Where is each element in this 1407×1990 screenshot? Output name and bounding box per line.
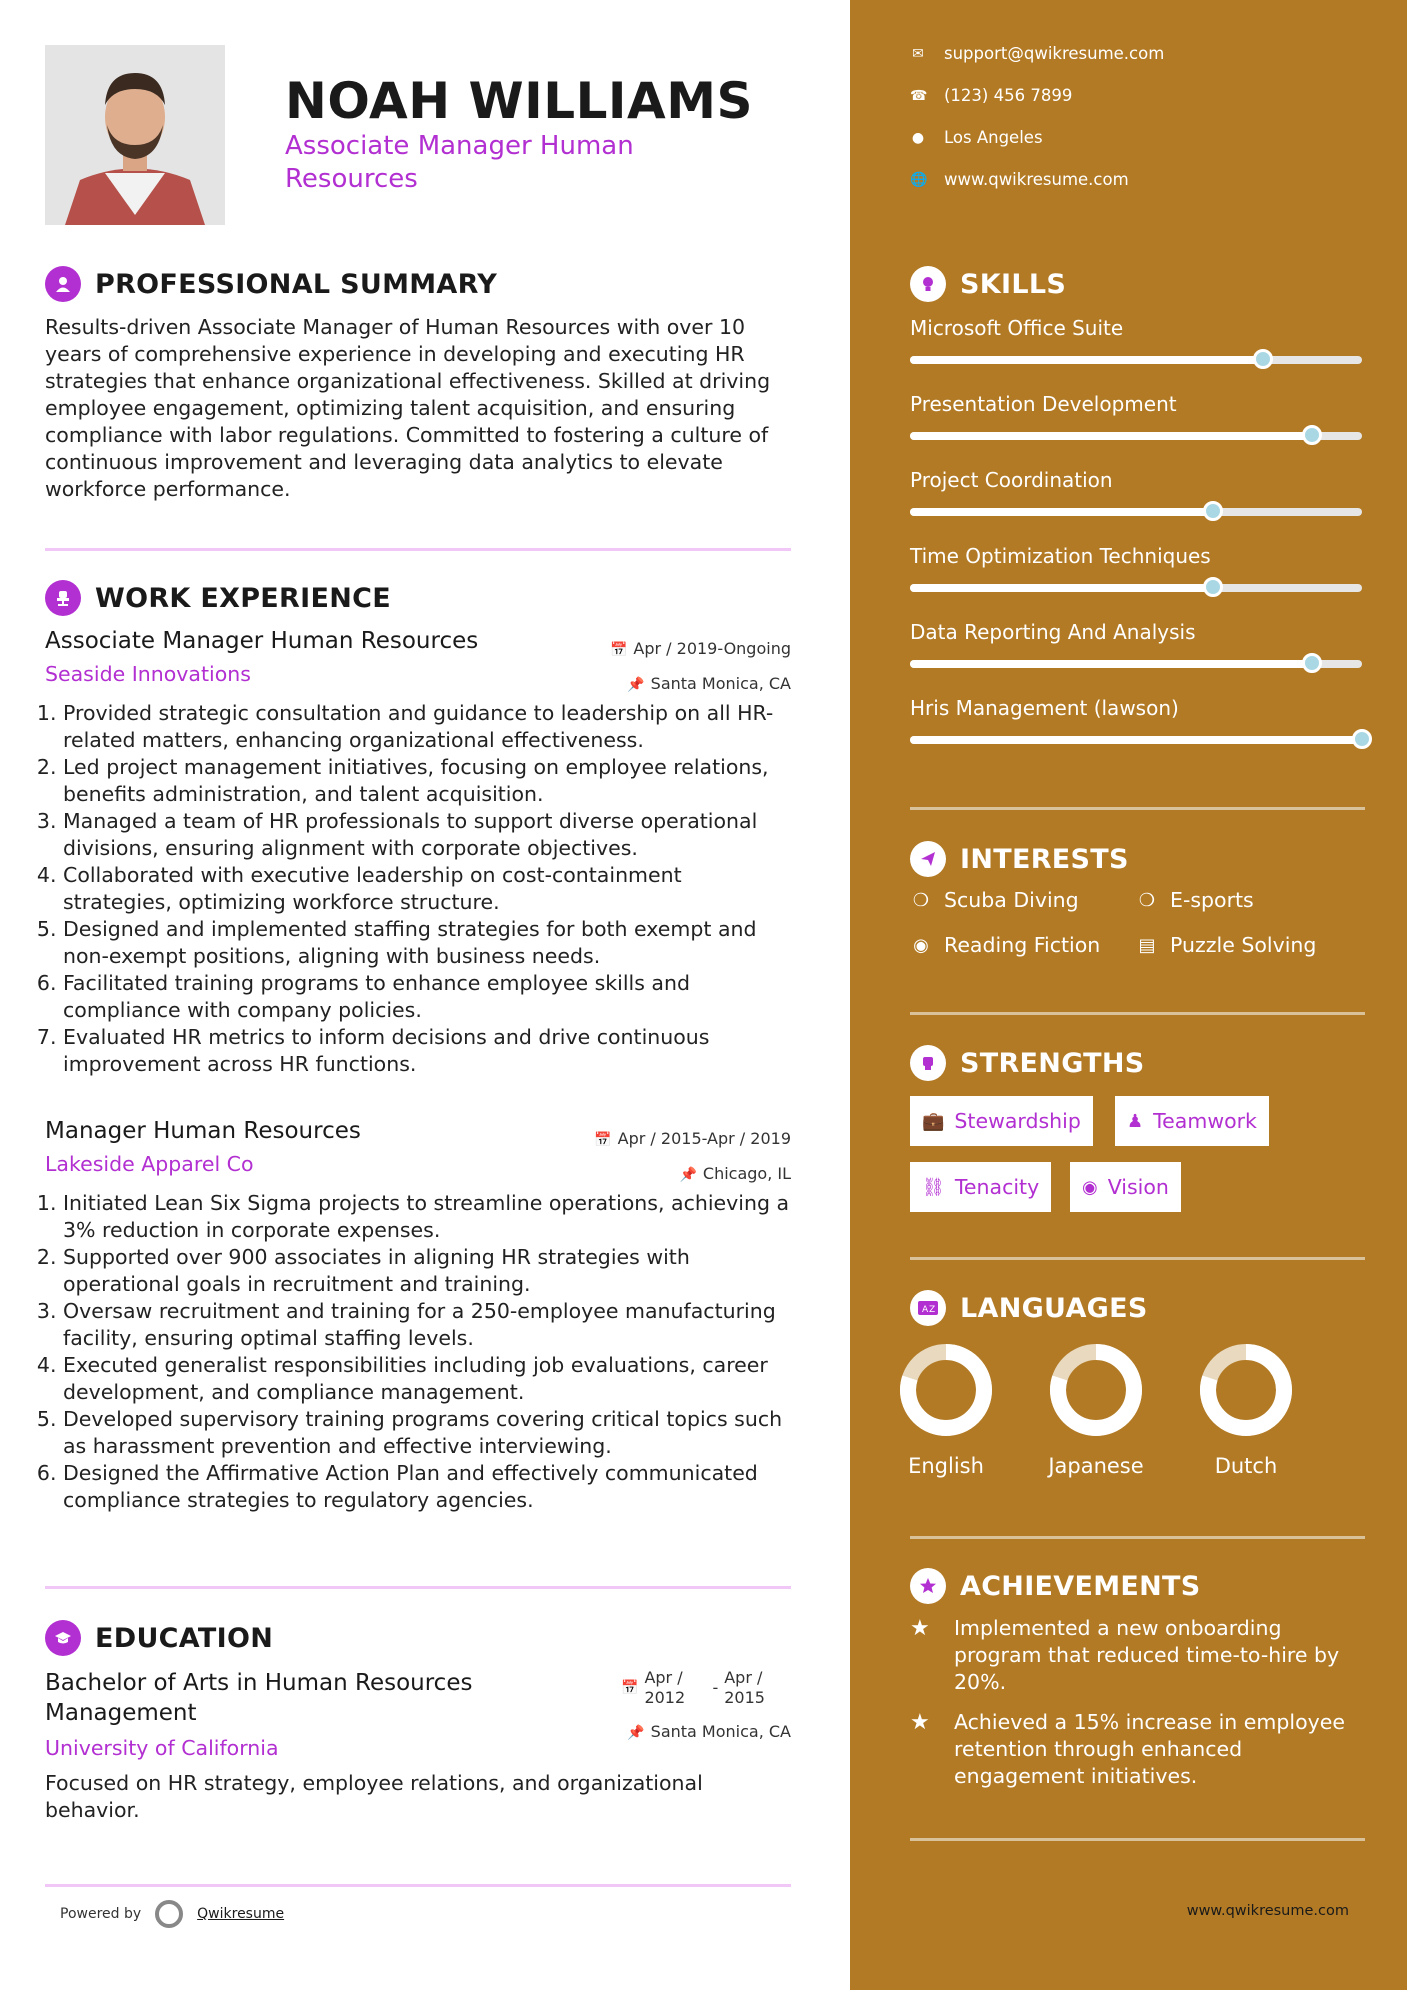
contact-website [910,170,1370,189]
divider [910,1012,1365,1015]
list-item: 1. Initiated Lean Six Sigma projects to streamline operations, achieving a 3% reduction in corporate expenses. [63,1190,791,1244]
language-donut [900,1344,992,1436]
experience-title: WORK EXPERIENCE [95,582,391,614]
skill-label: Time Optimization Techniques [910,544,1211,568]
list-item: 2. Led project management initiatives, focusing on employee relations, benefits administration, and talent acquisition. [63,754,791,808]
star-icon [910,1568,946,1604]
strength-label: Tenacity [954,1175,1040,1199]
skill-bar-fill [910,584,1213,592]
skill-bar-knob [1352,729,1372,749]
skill-bar [910,584,1362,592]
achievement-text: Implemented a new onboarding program that reduced time-to-hire by 20%. [954,1616,1340,1694]
school-name: University of California [45,1736,279,1760]
sidebar [850,0,1407,1990]
link-icon: ⛓ [922,1176,945,1198]
strength-chip [1115,1096,1269,1146]
skill-bar [910,736,1362,744]
lightbulb-icon [910,266,946,302]
envelope-icon: ✉ [912,45,924,62]
interest-item [1136,933,1316,957]
language-item [881,1344,1011,1478]
gamepad-icon: ◉ [913,934,929,956]
strength-label: Stewardship [954,1109,1081,1133]
list-item: 6. Facilitated training programs to enhance employee skills and compliance with company policies. [63,970,791,1024]
list-item: 1. Provided strategic consultation and guidance to leadership on all HR-related matters, enhancing organizational effectiveness. [63,700,791,754]
achievement-item [910,1615,1370,1696]
skill-bar-knob [1302,425,1322,445]
achievement-item [910,1709,1370,1790]
languages-title: LANGUAGES [960,1292,1148,1324]
divider [910,1257,1365,1260]
interest-item [910,888,1079,912]
skill-bar-knob [1302,653,1322,673]
calendar-icon: 📅 [594,1132,612,1148]
user-icon [45,266,81,302]
briefcase-icon: 💼 [922,1110,945,1132]
profile-photo [45,45,225,225]
footer-website[interactable]: www.qwikresume.com [1186,1903,1349,1919]
job-dates: Apr / 2015-Apr / 2019 [617,1129,791,1148]
book-icon: ▤ [1138,934,1156,956]
list-item: 6. Designed the Affirmative Action Plan and effectively communicated compliance strategies to regulatory agencies. [63,1460,791,1514]
skill-bar-knob [1203,577,1223,597]
interest-item [910,933,1100,957]
strength-chip [910,1096,1093,1146]
interests-heading [910,841,1129,877]
achievement-text: Achieved a 15% increase in employee retention through enhanced engagement initiatives. [954,1710,1345,1788]
list-item: 5. Designed and implemented staffing strategies for both exempt and non-exempt positions, aligning with business needs. [63,916,791,970]
education-start: Apr / 2012 [644,1668,686,1707]
list-item: 4. Executed generalist responsibilities including job evaluations, career development, and compliance management. [63,1352,791,1406]
interest-item [1136,888,1254,912]
shooting-star-icon: ★ [910,1710,930,1735]
job-bullets [45,1190,791,1514]
strength-label: Teamwork [1153,1109,1257,1133]
skills-title: SKILLS [960,268,1067,300]
education-location: Santa Monica, CA [650,1722,791,1741]
skill-item [910,696,1365,744]
strengths-title: STRENGTHS [960,1047,1145,1079]
strength-chip [910,1162,1051,1212]
qwikresume-logo-icon [155,1900,183,1928]
skill-bar-knob [1203,501,1223,521]
languages-heading [910,1290,1148,1326]
qwikresume-link[interactable]: Qwikresume [197,1906,285,1922]
skill-item [910,316,1365,364]
experience-heading [45,580,391,616]
phone-text: (123) 456 7899 [944,86,1073,105]
job-entry [45,1118,791,1514]
interest-label: E-sports [1170,888,1254,912]
powered-by [60,1900,284,1928]
skill-item [910,544,1365,592]
globe-icon: 🌐 [910,171,928,188]
phone-icon: ☎ [910,87,928,104]
fist-icon [910,1045,946,1081]
candidate-title: Associate Manager Human Resources [285,131,634,194]
users-icon: ♟ [1127,1110,1144,1132]
list-item: 3. Managed a team of HR professionals to support diverse operational divisions, ensuring alignment with corporate objectives. [63,808,791,862]
list-item: 4. Collaborated with executive leadership on cost-containment strategies, optimizing workforce structure. [63,862,791,916]
divider [910,807,1365,810]
language-item [1181,1344,1311,1478]
job-title: Manager Human Resources [45,1118,361,1144]
life-ring-icon: ❍ [1138,889,1156,911]
website-text[interactable]: www.qwikresume.com [944,170,1129,189]
education-description: Focused on HR strategy, employee relations, and organizational behavior. [45,1771,703,1822]
divider [45,1884,791,1887]
pin-icon: 📌 [627,1725,645,1741]
achievements-title: ACHIEVEMENTS [960,1570,1201,1602]
strengths-heading [910,1045,1145,1081]
contact-location [910,128,1370,147]
skills-heading [910,266,1066,302]
job-title: Associate Manager Human Resources [45,628,479,654]
divider [910,1536,1365,1539]
contact-email [910,44,1370,63]
divider [910,1838,1365,1841]
skill-item [910,392,1365,440]
skill-label: Presentation Development [910,392,1177,416]
skill-label: Hris Management (lawson) [910,696,1179,720]
summary-text: Results-driven Associate Manager of Human Resources with over 10 years of comprehensive experience in developing and executing HR strategies that enhance organizational effectiveness. Skilled at driving employee engagement, optimizing talent acquisition, and ensuring compliance with labor regulations. Committed to fostering a culture of continuous improvement and leveraging data analytics to elevate workforce performance. [45,315,771,501]
shooting-star-icon: ★ [910,1616,930,1641]
education-end: Apr / 2015 [724,1668,765,1707]
date-dash: - [712,1678,719,1697]
achievements-heading [910,1568,1201,1604]
list-item: 2. Supported over 900 associates in aligning HR strategies with operational goals in recruitment and training. [63,1244,791,1298]
pin-icon: 📌 [627,677,645,693]
email-text[interactable]: support@qwikresume.com [944,44,1165,63]
interests-title: INTERESTS [960,843,1129,875]
summary-title: PROFESSIONAL SUMMARY [95,268,498,300]
binoculars-icon: ◉ [1082,1176,1098,1198]
skill-bar [910,508,1362,516]
svg-text:A: A [922,1305,929,1315]
summary-heading [45,266,497,302]
life-ring-icon: ❍ [912,889,930,911]
education-entry [45,1668,791,1824]
translate-icon [910,1290,946,1326]
location-pin-icon: ● [911,129,925,146]
job-meta [610,632,791,702]
skill-bar-fill [910,508,1213,516]
language-label: Dutch [1214,1454,1278,1478]
skill-bar [910,660,1362,668]
job-company: Seaside Innovations [45,662,251,686]
skill-bar-fill [910,356,1263,364]
job-meta [594,1122,791,1192]
divider [45,1586,791,1589]
skill-bar-fill [910,660,1312,668]
list-item: 5. Developed supervisory training programs covering critical topics such as harassment prevention and effective interviewing. [63,1406,791,1460]
degree-title: Bachelor of Arts in Human Resources Management [45,1670,473,1726]
language-donut [1050,1344,1142,1436]
chair-icon [45,580,81,616]
skill-bar [910,356,1362,364]
powered-by-label: Powered by [60,1906,142,1922]
interest-label: Reading Fiction [944,933,1101,957]
interest-label: Scuba Diving [944,888,1079,912]
job-bullets [45,700,791,1078]
education-heading [45,1620,273,1656]
contact-phone [910,86,1370,105]
language-label: Japanese [1048,1454,1144,1478]
skill-label: Project Coordination [910,468,1113,492]
strength-chip [1070,1162,1181,1212]
skill-label: Data Reporting And Analysis [910,620,1196,644]
location-text: Los Angeles [944,128,1043,147]
candidate-name: NOAH WILLIAMS [285,72,753,130]
job-location: Santa Monica, CA [650,674,791,693]
job-location: Chicago, IL [702,1164,791,1183]
skill-bar-fill [910,432,1312,440]
skill-bar-fill [910,736,1362,744]
skill-bar [910,432,1362,440]
job-entry [45,628,791,1078]
strength-label: Vision [1107,1175,1169,1199]
skill-label: Microsoft Office Suite [910,316,1124,340]
calendar-icon: 📅 [621,1680,639,1696]
divider [45,548,791,551]
language-item [1031,1344,1161,1478]
skill-item [910,620,1365,668]
skill-item [910,468,1365,516]
skill-bar-knob [1253,349,1273,369]
interest-label: Puzzle Solving [1170,933,1317,957]
job-company: Lakeside Apparel Co [45,1152,254,1176]
paper-plane-icon [910,841,946,877]
education-title: EDUCATION [95,1622,274,1654]
calendar-icon: 📅 [609,642,628,658]
language-donut [1200,1344,1292,1436]
language-label: English [908,1454,984,1478]
graduation-cap-icon [45,1620,81,1656]
education-meta [621,1668,791,1741]
pin-icon: 📌 [679,1167,697,1183]
svg-text:Z: Z [929,1305,936,1315]
job-dates: Apr / 2019-Ongoing [633,639,791,658]
list-item: 3. Oversaw recruitment and training for a 250-employee manufacturing facility, ensuring optimal staffing levels. [63,1298,791,1352]
list-item: 7. Evaluated HR metrics to inform decisions and drive continuous improvement across HR functions. [63,1024,791,1078]
